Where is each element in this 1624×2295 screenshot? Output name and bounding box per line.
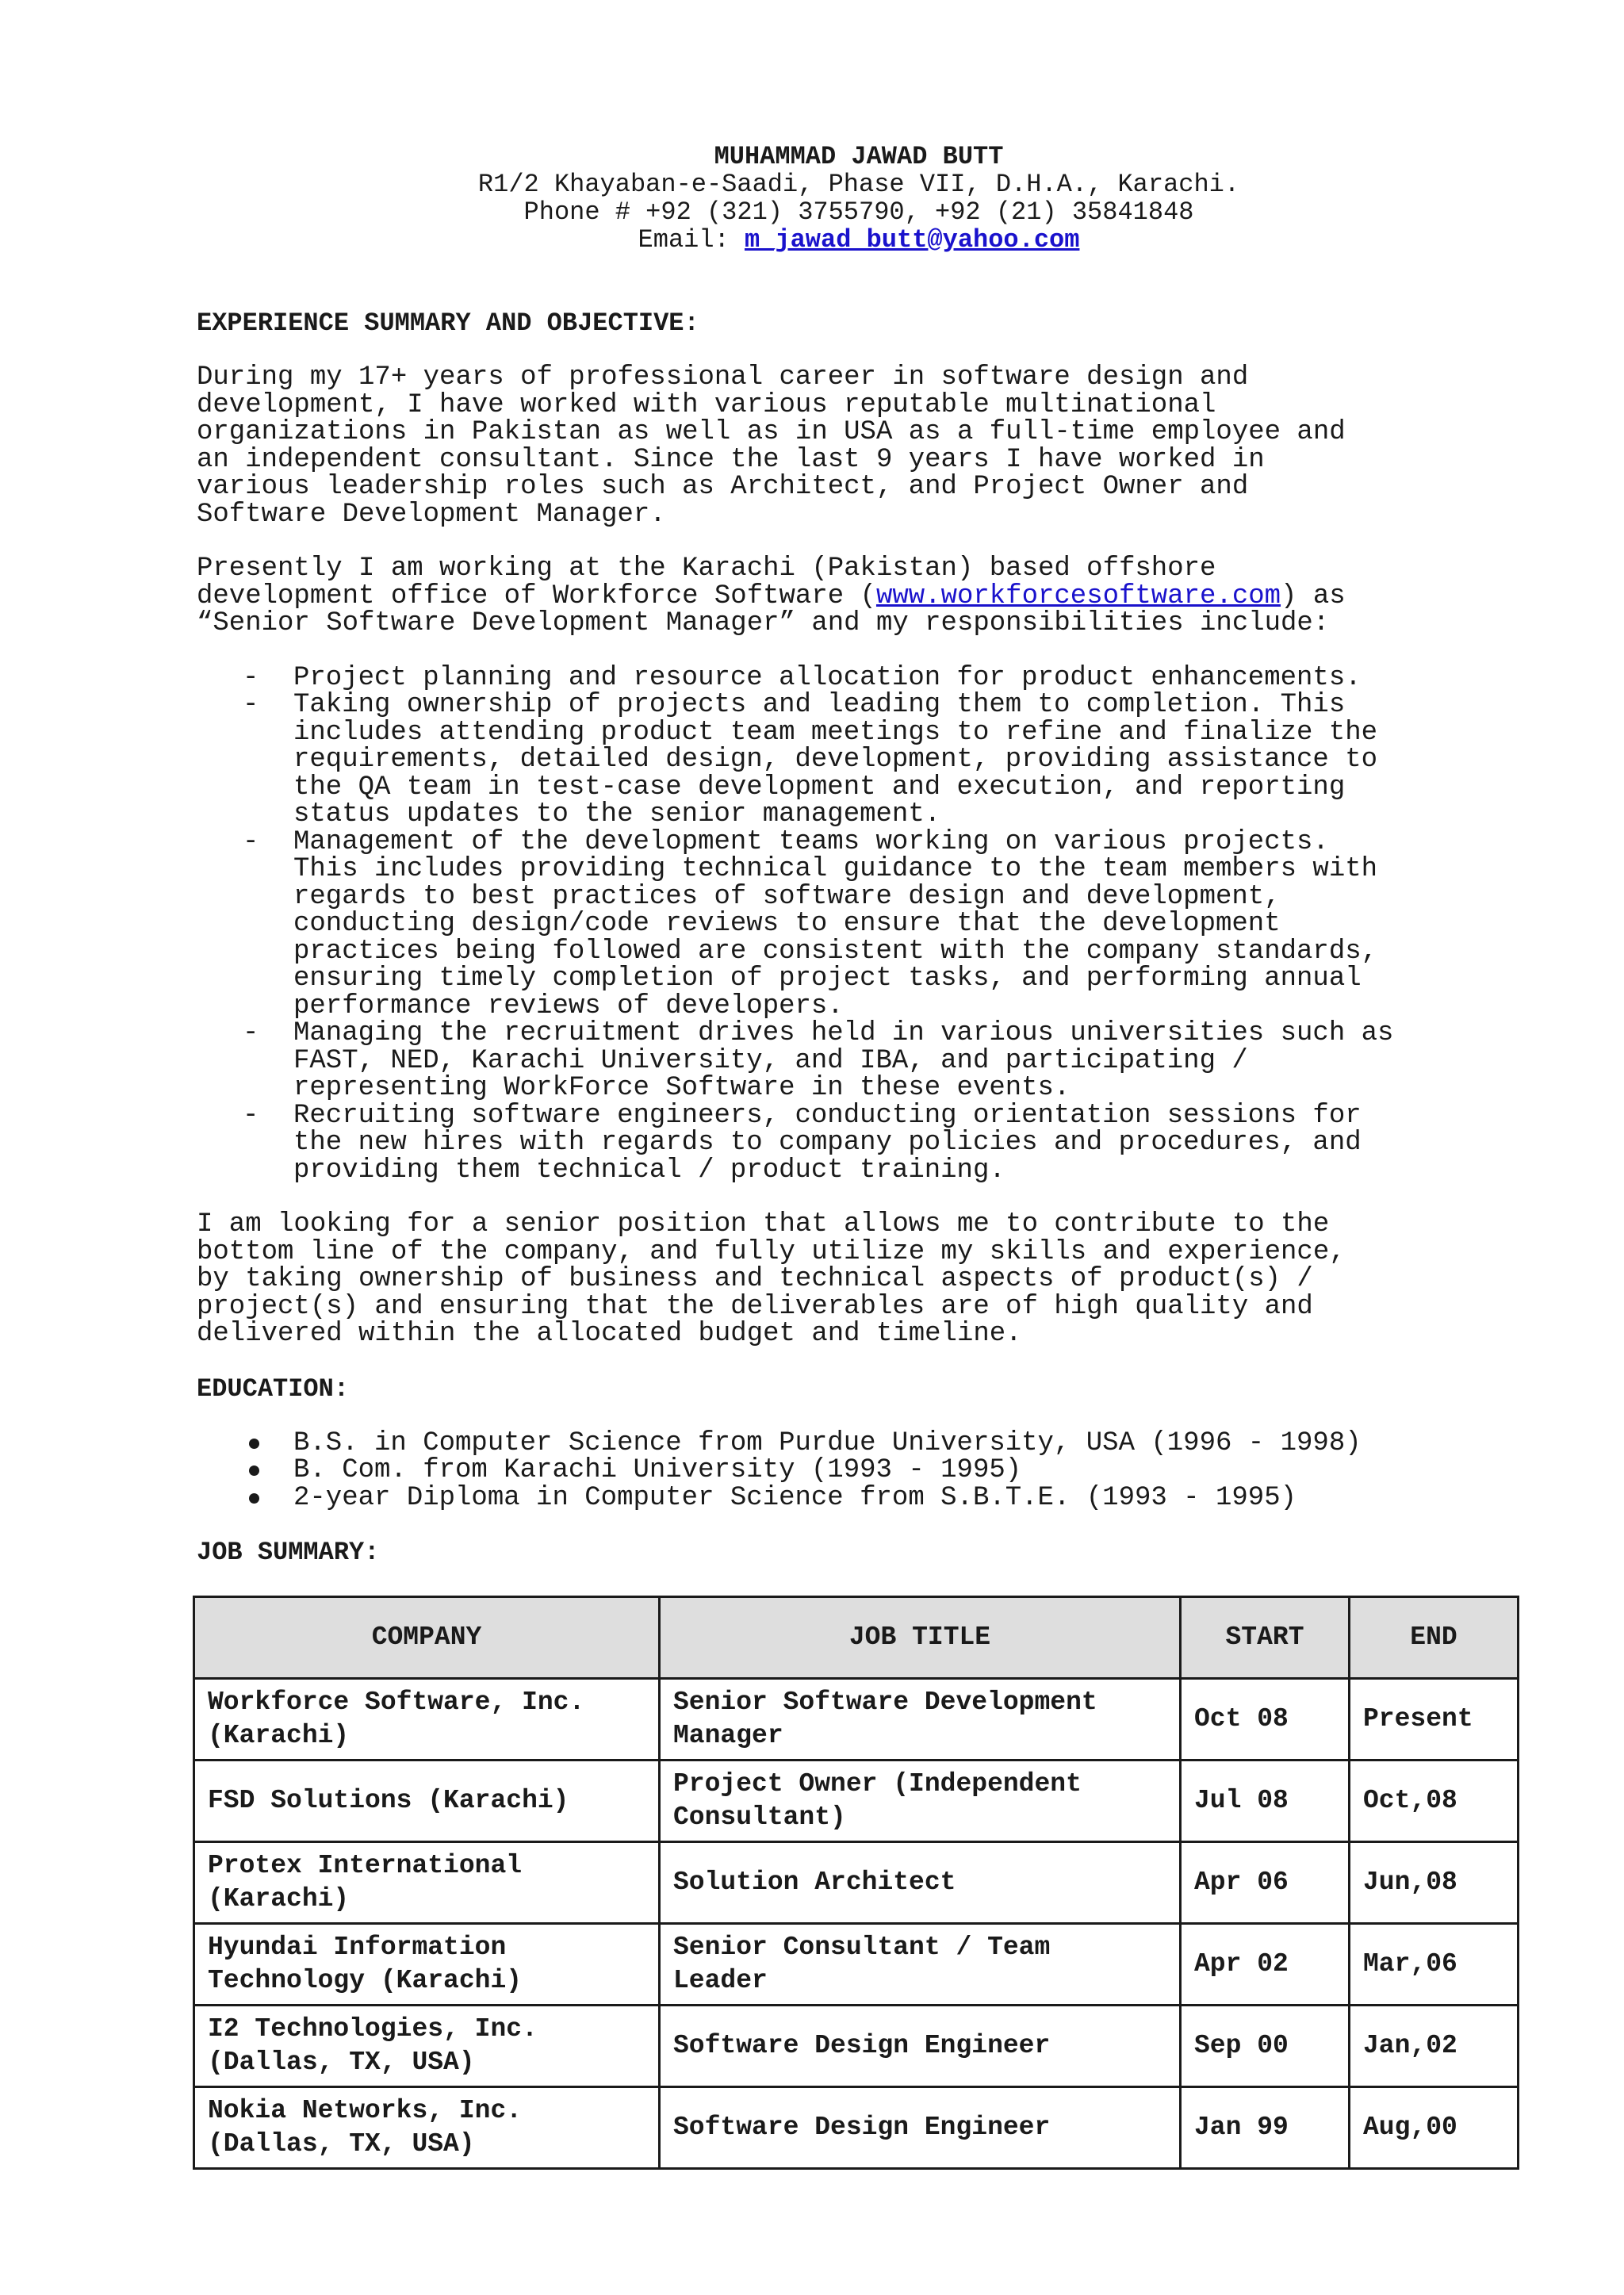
start-cell: Apr 02: [1181, 1924, 1350, 2006]
start-cell: Jan 99: [1181, 2087, 1350, 2169]
resume-header: [197, 143, 1521, 254]
start-cell: Oct 08: [1181, 1679, 1350, 1761]
dash-marker: -: [243, 1100, 259, 1131]
experience-paragraph-2: [197, 555, 1521, 638]
company-cell: I2 Technologies, Inc. (Dallas, TX, USA): [194, 2006, 660, 2087]
list-item: [197, 1020, 1521, 1102]
company-cell: Protex International (Karachi): [194, 1842, 660, 1924]
end-cell: Mar,06: [1350, 1924, 1519, 2006]
list-item: [197, 826, 1521, 1021]
job-summary-table: [193, 1596, 1519, 2170]
table-row: [194, 2006, 1519, 2087]
start-cell: Apr 06: [1181, 1842, 1350, 1924]
education-text: B. Com. from Karachi University (1993 - 1995): [293, 1455, 1022, 1485]
responsibility-text: Project planning and resource allocation for product enhancements.: [293, 662, 1362, 693]
email-line: [197, 226, 1521, 254]
list-item: [197, 1427, 1521, 1458]
company-website-link[interactable]: www.workforcesoftware.com: [875, 580, 1281, 611]
experience-paragraph-1: During my 17+ years of professional career in software design and development, I have worked with various reputable multinational organizations in Pakistan as well as in USA as a full-time employee and an independent consultant. Since the last 9 years I have worked in various leadership roles such as Architect, and Project Owner and Software Development Manager.: [197, 362, 1346, 530]
responsibility-text: Recruiting software engineers, conducting orientation sessions for the new hires with regards to company policies and procedures, and providing them technical / product training.: [293, 1100, 1362, 1186]
job-title-cell: Project Owner (Independent Consultant): [660, 1761, 1181, 1842]
dash-marker: -: [243, 690, 259, 720]
candidate-name: MUHAMMAD JAWAD BUTT: [714, 142, 1004, 171]
end-cell: Jan,02: [1350, 2006, 1519, 2087]
experience-paragraph-3: I am looking for a senior position that allows me to contribute to the bottom line of the company, and fully utilize my skills and experience, by taking ownership of business and technical aspects of product(s) / project(s) and ensuring that the deliverables are of high quality and delivered within the allocated budget and timeline.: [197, 1209, 1346, 1349]
company-cell: Workforce Software, Inc. (Karachi): [194, 1679, 660, 1761]
list-item: [197, 1102, 1521, 1185]
job-title-cell: Software Design Engineer: [660, 2087, 1181, 2169]
dash-marker: -: [243, 662, 259, 693]
list-item: [197, 692, 1521, 829]
company-cell: Nokia Networks, Inc. (Dallas, TX, USA): [194, 2087, 660, 2169]
education-list: [197, 1427, 1521, 1513]
table-row: [194, 1842, 1519, 1924]
dash-marker: -: [243, 826, 259, 857]
bullet-icon: [249, 1493, 259, 1504]
dash-marker: -: [243, 1018, 259, 1048]
table-row: [194, 1761, 1519, 1842]
table-header-row: [194, 1597, 1519, 1679]
phone: Phone # +92 (321) 3755790, +92 (21) 35841848: [523, 197, 1194, 227]
email-label: Email:: [638, 225, 745, 255]
column-header-end: END: [1350, 1597, 1519, 1679]
list-item: [197, 1457, 1521, 1485]
education-text: B.S. in Computer Science from Purdue University, USA (1996 - 1998): [293, 1427, 1362, 1458]
education-heading: EDUCATION:: [197, 1374, 350, 1404]
responsibility-text: Managing the recruitment drives held in various universities such as FAST, NED, Karachi University, and IBA, and participating / representing WorkForce Software in these events.: [293, 1018, 1394, 1103]
table-row: [194, 2087, 1519, 2169]
job-summary-heading: JOB SUMMARY:: [197, 1538, 380, 1567]
para2-text-after: ) as “Senior Software Development Manager” and my responsibilities include:: [197, 580, 1346, 638]
bullet-icon: [249, 1439, 259, 1449]
job-title-cell: Senior Software Development Manager: [660, 1679, 1181, 1761]
start-cell: Jul 08: [1181, 1761, 1350, 1842]
company-cell: FSD Solutions (Karachi): [194, 1761, 660, 1842]
list-item: [197, 1482, 1521, 1513]
education-text: 2-year Diploma in Computer Science from S.B.T.E. (1993 - 1995): [293, 1482, 1297, 1513]
address: R1/2 Khayaban-e-Saadi, Phase VII, D.H.A., Karachi.: [477, 170, 1240, 199]
job-title-cell: Senior Consultant / Team Leader: [660, 1924, 1181, 2006]
resume-page: [197, 143, 1521, 1566]
job-title-cell: Software Design Engineer: [660, 2006, 1181, 2087]
job-title-cell: Solution Architect: [660, 1842, 1181, 1924]
end-cell: Aug,00: [1350, 2087, 1519, 2169]
table-row: [194, 1679, 1519, 1761]
end-cell: Jun,08: [1350, 1842, 1519, 1924]
company-cell: Hyundai Information Technology (Karachi): [194, 1924, 660, 2006]
responsibilities-list: [197, 662, 1521, 1186]
para2-text-before: Presently I am working at the Karachi (Pakistan) based offshore development office of Workforce Software (: [197, 554, 1216, 611]
bullet-icon: [249, 1466, 259, 1476]
list-item: [197, 662, 1521, 693]
end-cell: Oct,08: [1350, 1761, 1519, 1842]
end-cell: Present: [1350, 1679, 1519, 1761]
experience-heading: EXPERIENCE SUMMARY AND OBJECTIVE:: [197, 308, 699, 338]
start-cell: Sep 00: [1181, 2006, 1350, 2087]
column-header-company: COMPANY: [194, 1597, 660, 1679]
responsibility-text: Management of the development teams working on various projects. This includes providing technical guidance to the team members with regards to best practices of software design and development, conducting design/code reviews to ensure that the development practices being followed are consistent with the company standards, ensuring timely completion of project tasks, and performing annual performance reviews of developers.: [293, 826, 1378, 1021]
column-header-job-title: JOB TITLE: [660, 1597, 1181, 1679]
responsibility-text: Taking ownership of projects and leading them to completion. This includes attending product team meetings to refine and finalize the requirements, detailed design, development, providing assistance to the QA team in test-case development and execution, and reporting status updates to the senior management.: [293, 690, 1378, 829]
table-row: [194, 1924, 1519, 2006]
email-link[interactable]: m_jawad_butt@yahoo.com: [744, 225, 1080, 255]
column-header-start: START: [1181, 1597, 1350, 1679]
